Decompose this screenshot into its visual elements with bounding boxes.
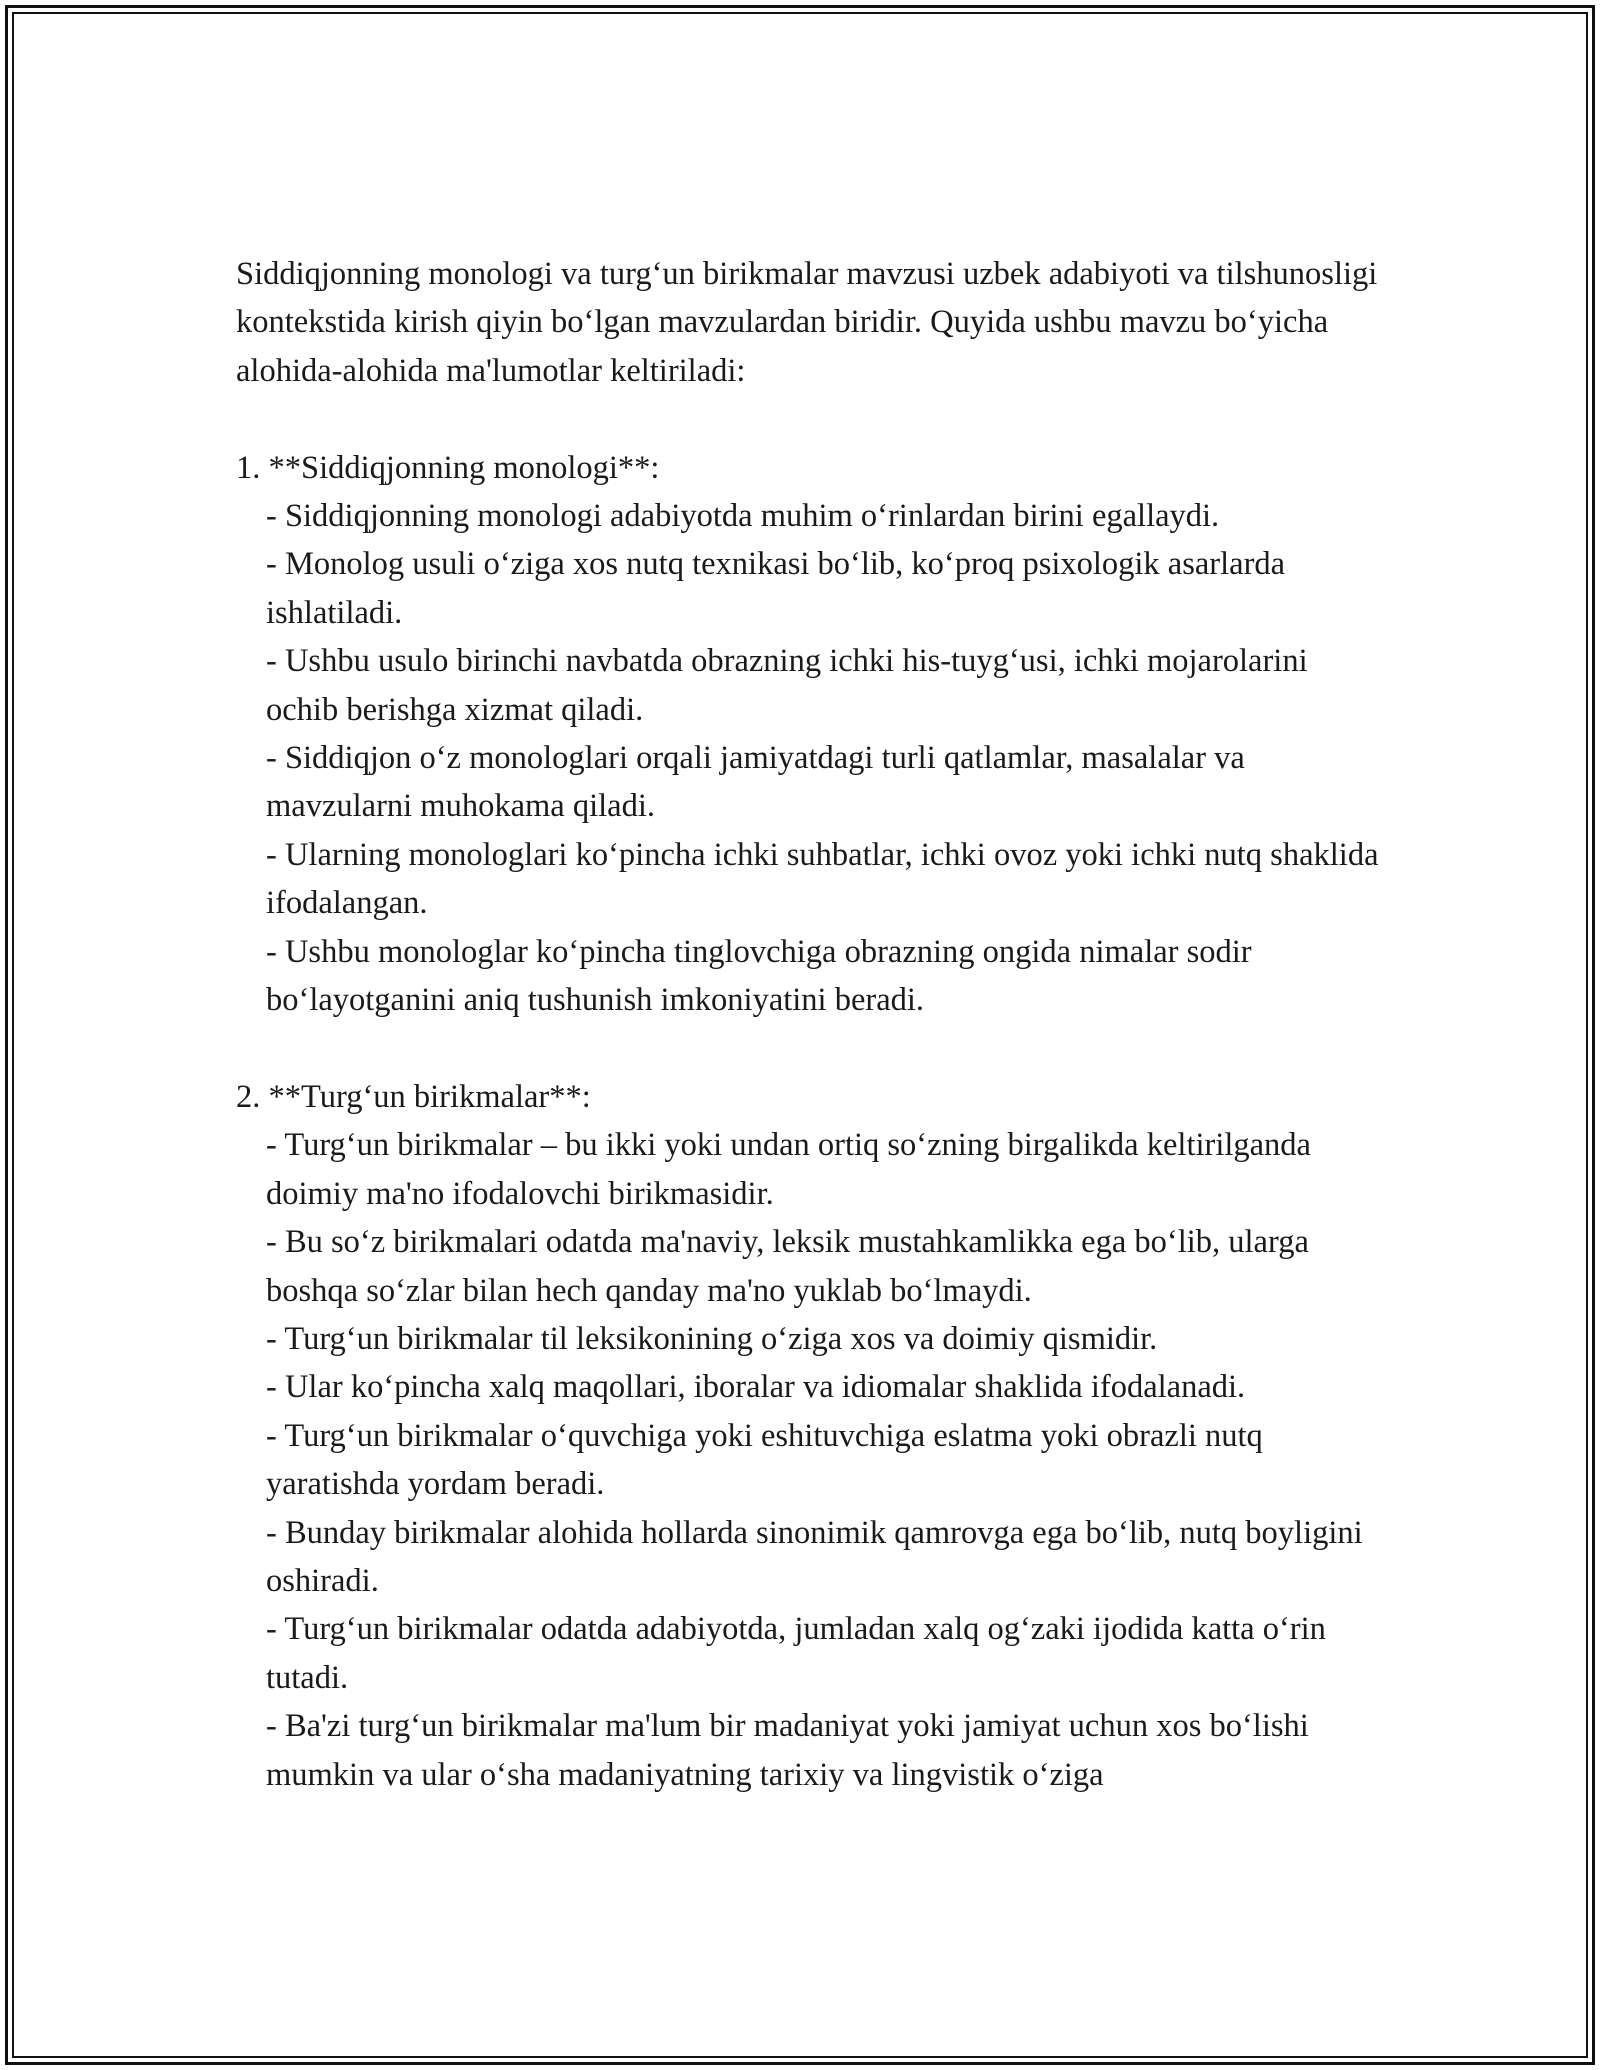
section-heading-phraseology: 2. **Turg‘un birikmalar**: xyxy=(236,1078,591,1115)
list-item: - Siddiqjonning monologi adabiyotda muhim o‘rinlardan birini egallaydi. xyxy=(266,498,1220,535)
list-item: - Turg‘un birikmalar – bu ikki yoki undan ortiq so‘zning birgalikda keltirilganda doimiy ma'no ifodalovchi birikmasidir. xyxy=(266,1127,1311,1212)
document-body xyxy=(236,250,1386,1799)
list-item: - Ba'zi turg‘un birikmalar ma'lum bir madaniyat yoki jamiyat uchun xos bo‘lishi mumkin va ular o‘sha madaniyatning tarixiy va lingvistik o‘ziga xyxy=(266,1708,1309,1793)
list-item: - Ushbu usulo birinchi navbatda obrazning ichki his-tuyg‘usi, ichki mojarolarini ochib berishga xizmat qiladi. xyxy=(266,643,1308,728)
list-item: - Siddiqjon o‘z monologlari orqali jamiyatdagi turli qatlamlar, masalalar va mavzularni muhokama qiladi. xyxy=(266,740,1245,825)
list-item: - Turg‘un birikmalar til leksikonining o‘ziga xos va doimiy qismidir. xyxy=(266,1320,1158,1357)
list-item: - Monolog usuli o‘ziga xos nutq texnikasi bo‘lib, ko‘proq psixologik asarlarda ishlatiladi. xyxy=(266,546,1286,631)
paragraph-gap xyxy=(236,1024,1386,1072)
list-item: - Turg‘un birikmalar odatda adabiyotda, jumladan xalq og‘zaki ijodida katta o‘rin tutadi. xyxy=(266,1611,1326,1696)
list-item: - Ular ko‘pincha xalq maqollari, iboralar va idiomalar shaklida ifodalanadi. xyxy=(266,1369,1246,1406)
list-item: - Ushbu monologlar ko‘pincha tinglovchiga obrazning ongida nimalar sodir bo‘layotganini aniq tushunish imkoniyatini beradi. xyxy=(266,933,1252,1019)
paragraph-gap xyxy=(236,395,1386,443)
list-item: - Bu so‘z birikmalari odatda ma'naviy, leksik mustahkamlikka ega bo‘lib, ularga boshqa so‘zlar bilan hech qanday ma'no yuklab bo‘lmaydi. xyxy=(266,1224,1309,1309)
section-heading-monologue: 1. **Siddiqjonning monologi**: xyxy=(236,449,660,486)
list-item: - Ularning monologlari ko‘pincha ichki suhbatlar, ichki ovoz yoki ichki nutq shaklida ifodalangan. xyxy=(266,836,1379,922)
list-item: - Bunday birikmalar alohida hollarda sinonimik qamrovga ega bo‘lib, nutq boyligini oshiradi. xyxy=(266,1514,1363,1599)
list-item: - Turg‘un birikmalar o‘quvchiga yoki eshituvchiga eslatma yoki obrazli nutq yaratishda yordam beradi. xyxy=(266,1417,1263,1503)
intro-paragraph: Siddiqjonning monologi va turg‘un birikmalar mavzusi uzbek adabiyoti va tilshunosligi kontekstida kirish qiyin bo‘lgan mavzulardan biridir. Quyida ushbu mavzu bo‘yicha alohida-alohida ma'lumotlar keltiriladi: xyxy=(236,256,1378,389)
